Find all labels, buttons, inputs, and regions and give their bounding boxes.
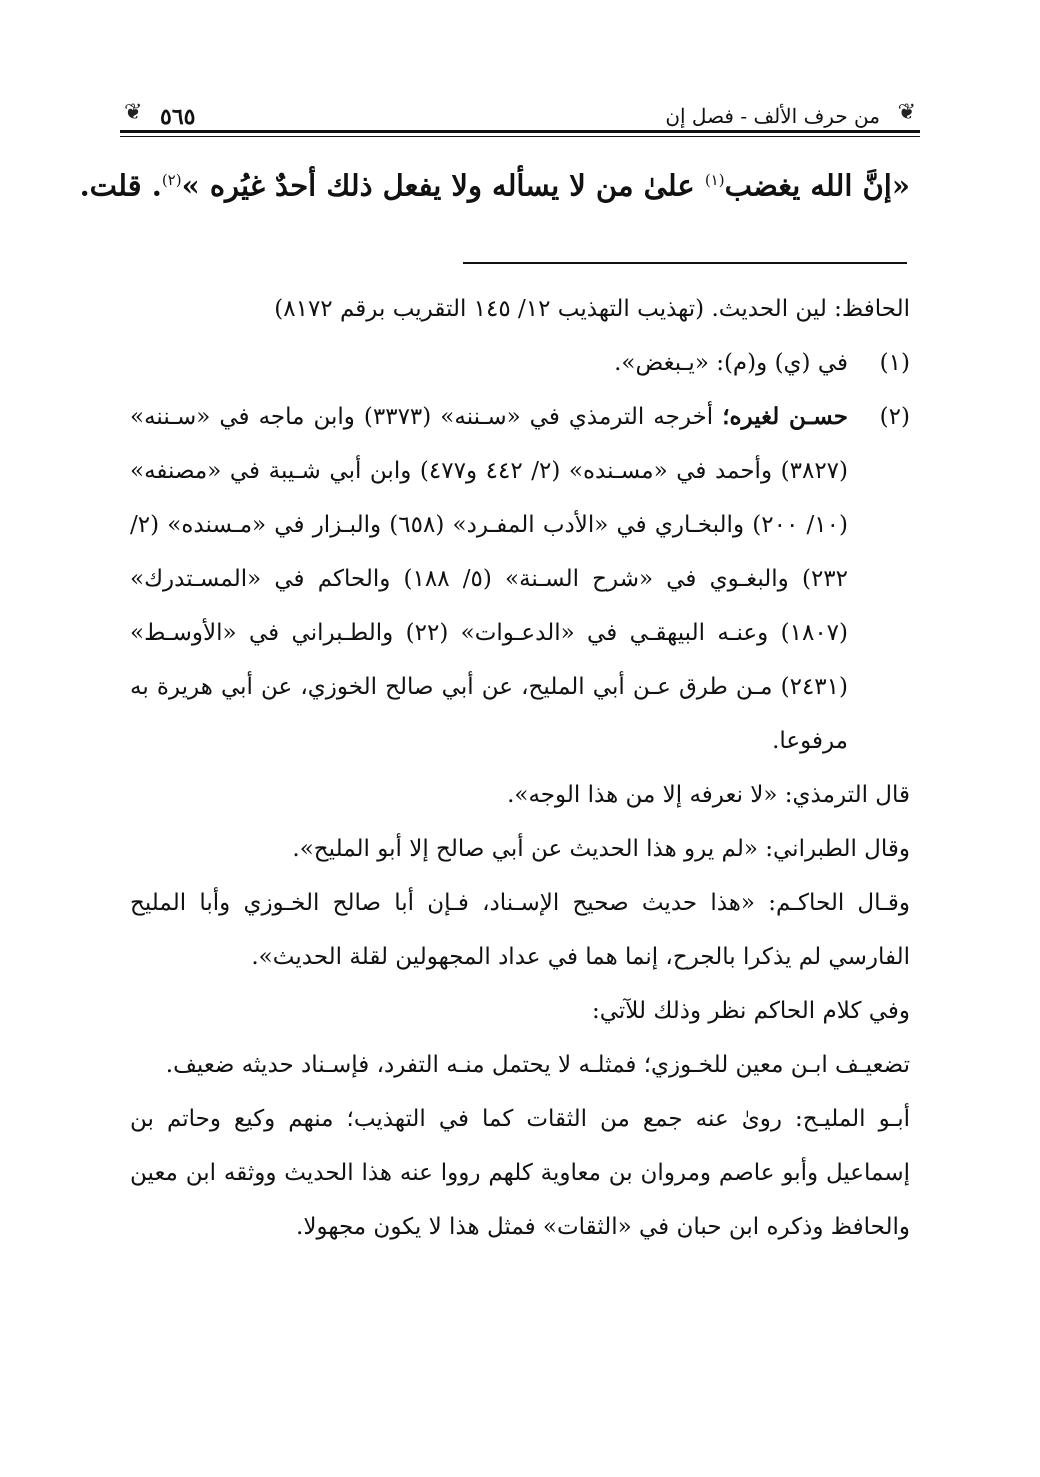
flourish-ornament-icon: ❦	[897, 100, 916, 125]
footnote-carry-over: الحافظ: لين الحديث. (تهذيب التهذيب ١٢/ ١٤٥ التقريب برقم ٨١٧٢)	[274, 296, 910, 322]
hadith-opening: «إنَّ الله يغضب	[724, 168, 910, 203]
critique-point-2: أبـو المليـح: روىٰ عنه جمع من الثقات كما في التهذيب؛ منهم وكيع وحاتم بن إسماعيل وأبو عاصم ومروان بن معاوية كلهم رووا عنه هذا الحديث ووثقه ابن معين والحافظ وذكره ابن حبان في «الثقات» فمثل هذا لا يكون مجهولا.	[130, 1106, 910, 1240]
footnote-ref-2: (٢)	[161, 171, 182, 189]
footnote-2-text: أخرجه الترمذي في «سـننه» (٣٣٧٣) وابن ماجه في «سـننه» (٣٨٢٧) وأحمد في «مسـنده» (٢/ ٤٤٢ و٤٧٧) وابن أبي شـيبة في «مصنفه» (١٠/ ٢٠٠) والبخـاري في «الأدب المفـرد» (٦٥٨) والبـزار في «مـسنده» (٢/ ٢٣٢) والبغـوي في «شرح السـنة» (٥/ ١٨٨) والحاكم في «المسـتدرك» (١٨٠٧) وعنـه البيهقـي في «الدعـوات» (٢٢) والطـبراني في «الأوسـط» (٢٤٣١) مـن طرق عـن أبي المليح، عن أبي صالح الخوزي، عن أبي هريرة به مرفوعا.	[130, 404, 849, 754]
hadith-tail: . قلت.	[79, 168, 162, 203]
footnote-separator	[463, 262, 907, 264]
footnotes-block	[130, 282, 910, 1254]
footnote-1	[130, 336, 910, 390]
footnote-2-marker: (٢)	[879, 404, 910, 430]
running-header	[120, 100, 920, 140]
hadith-text	[79, 158, 910, 208]
footnote-2-body	[130, 390, 848, 768]
critique-intro: وفي كلام الحاكم نظر وذلك للآتي:	[591, 998, 910, 1024]
footnote-2-grade: حسـن لغيره؛	[722, 403, 848, 430]
header-rule-thin	[120, 136, 920, 137]
tabarani-quote: وقال الطبراني: «لم يرو هذا الحديث عن أبي صالح إلا أبو المليح».	[292, 836, 910, 862]
hakim-quote: وقـال الحاكـم: «هذا حديث صحيح الإسـناد، فـإن أبا صالح الخـوزي وأبا المليح الفارسي لم يذكرا بالجرح، إنما هما في عداد المجهولين لقلة الحديث».	[130, 890, 910, 970]
hadith-continuation: علىٰ من لا يسأله ولا يفعل ذلك أحدٌ غيُره »	[181, 168, 705, 203]
running-title: من حرف الألف - فصل إن	[665, 104, 880, 128]
page-number: ٥٦٥	[160, 104, 196, 130]
footnote-1-marker: (١)	[879, 350, 910, 376]
header-rule	[120, 130, 920, 133]
footnote-2	[130, 390, 910, 768]
footnote-1-text: في (ي) و(م): «يـبغض».	[614, 350, 848, 376]
footnote-ref-1: (١)	[704, 171, 725, 189]
flourish-ornament-icon: ❦	[124, 100, 143, 125]
critique-point-1: تضعيـف ابـن معين للخـوزي؛ فمثلـه لا يحتمل منـه التفرد، فإسـناد حديثه ضعيف.	[165, 1052, 910, 1078]
tirmidhi-quote: قال الترمذي: «لا نعرفه إلا من هذا الوجه».	[507, 782, 910, 808]
